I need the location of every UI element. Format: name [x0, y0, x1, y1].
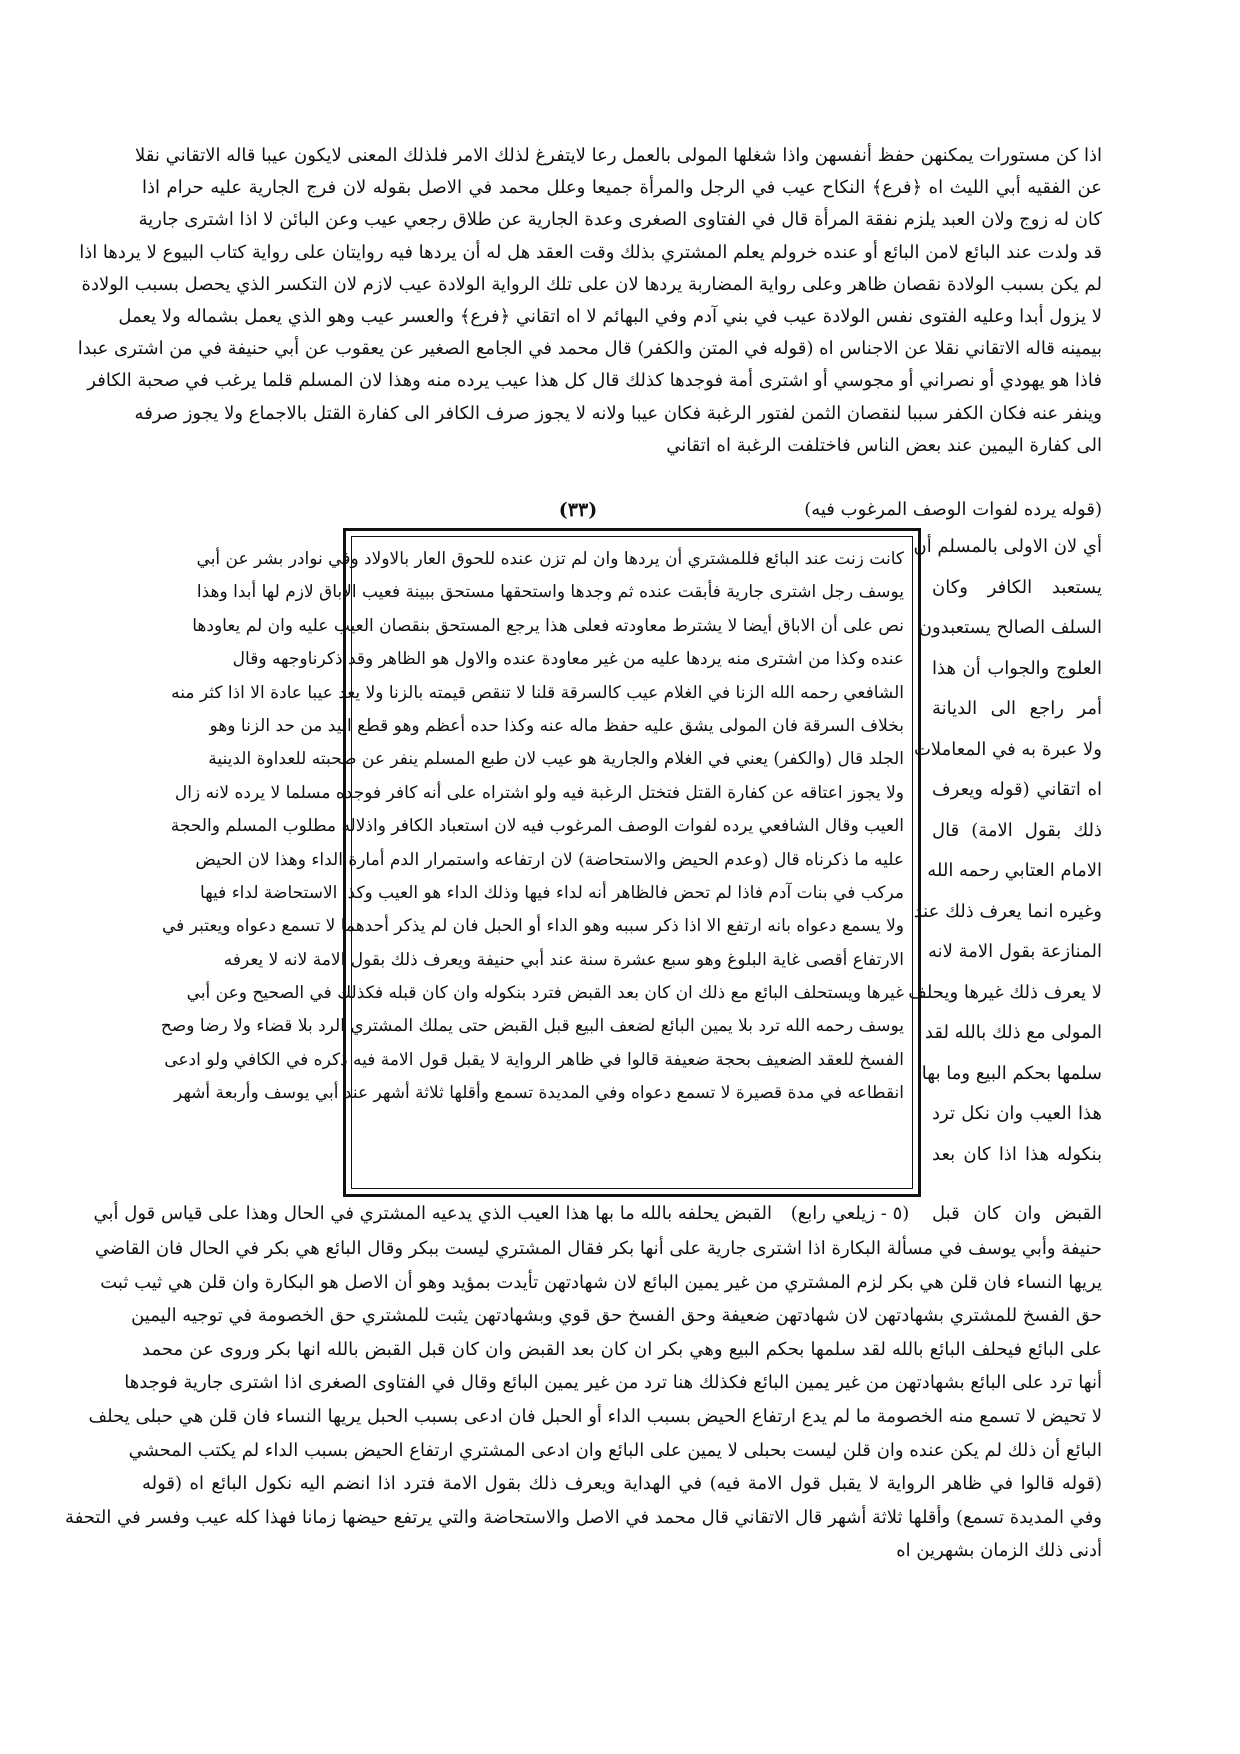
side-line: المولى مع ذلك بالله لقد	[924, 1022, 1102, 1043]
frame-line: مركب في بنات آدم فاذا لم تحض فالظاهر أنه لداء فيها وذلك الداء هو العيب وكذا الاستحاضة لداء فيها	[200, 882, 904, 903]
frame-line: الجلد قال (والكفر) يعني في الغلام والجارية هو عيب لان طبع المسلم ينفر عن صحبته للعداوة الدينية	[208, 749, 904, 770]
frame-line: العيب وقال الشافعي يرده لفوات الوصف المرغوب فيه لان استعباد الكافر واذلاله مطلوب المسلم والحجة	[170, 816, 904, 837]
frame-line: يوسف رجل اشترى جارية فأبقت عنده ثم وجدها واستحقها مستحق ببينة فعيب الاباق لازم لها أبدا وهذا	[196, 582, 904, 603]
frame-line: يوسف رحمه الله ترد بلا يمين البائع لضعف البيع قبل القبض حتى يملك المشتري الرد بلا قضاء ولا رضا وصح	[160, 1016, 904, 1037]
text-line: بيمينه قاله الاتقاني نقلا عن الاجناس اه (قوله في المتن والكفر) قال محمد في الجامع الصغير عن يعقوب عن أبي حنيفة في من اشترى عبدا	[77, 338, 1102, 360]
side-line: الامام العتابي رحمه الله	[927, 860, 1102, 881]
volume-signature: (٥ - زيلعي رابع)	[790, 1203, 910, 1224]
side-note-heading: (قوله يرده لفوات الوصف المرغوب فيه)	[804, 499, 1102, 520]
side-line: هذا العيب وان نكل ترد	[932, 1103, 1102, 1124]
frame-line: كانت زنت عند البائع فللمشتري أن يردها وان لم تزن عنده للحوق العار بالاولاد وفي نوادر بشر عن أبي	[196, 549, 904, 569]
frame-line: ولا يسمع دعواه بانه ارتفع الا اذا ذكر سببه وهو الداء أو الحبل فان لم يذكر أحدهما لا تسمع دعواه ويعتبر في	[162, 916, 904, 937]
text-line: وفي المديدة تسمع) وأقلها ثلاثة أشهر قال الاتقاني قال محمد في الاصل والاستحاضة والتي يرتفع حيضها زمانا فهذا كله عيب وفسر في التحفة	[65, 1506, 1102, 1528]
side-line: اه اتقاني (قوله ويعرف	[932, 779, 1102, 800]
frame-line: عنده وكذا من اشترى منه يردها عليه من غير معاودة عنده والاول هو الظاهر وقد ذكرناوجهه وقال	[232, 649, 904, 670]
frame-line: الشافعي رحمه الله الزنا في الغلام عيب كالسرقة قلنا لا تنقص قيمته بالزنا ولا يعد عيبا عادة الا اذا كثر منه	[171, 682, 904, 703]
text-line: أنها ترد على البائع بشهادتهن من غير يمين البائع فكذلك هنا ترد من غير يمين البائع وقال في الفتاوى الصغرى اذا اشترى جارية فوجدها	[124, 1372, 1102, 1394]
text-line: (قوله قالوا في ظاهر الرواية لا يقبل قول الامة فيه) في الهداية ويعرف ذلك بقول الامة فترد اذا انضم اليه نكول البائع اه (قوله	[142, 1473, 1102, 1495]
text-line: قد ولدت عند البائع لامن البائع أو عنده خرولم يعلم المشتري بذلك وقت العقد هل له أن يردها فيه روايتان على رواية كتاب البيوع لا يردها اذا	[79, 241, 1102, 263]
side-line: السلف الصالح يستعبدون	[918, 617, 1102, 638]
side-line: القبض وان كان قبل	[932, 1203, 1102, 1224]
side-line: بنكوله هذا اذا كان بعد	[932, 1143, 1102, 1165]
text-line: لم يكن بسبب الولادة نقصان ظاهر وعلى رواية المضاربة يردها لان على تلك الرواية الولادة عيب لازم لان التكسر الذي يحصل بسبب الولادة	[81, 273, 1102, 295]
bottom-text-block	[65, 1232, 1102, 1632]
text-line: وينفر عنه فكان الكفر سببا لنقصان الثمن لفتور الرغبة فكان عيبا ولانه لا يجوز صرف الكافر الى كفارة القتل بالاجماع ولا يجوز صرفه	[134, 402, 1102, 424]
frame-line: ولا يجوز اعتاقه عن كفارة القتل فتختل الرغبة فيه ولو اشتراه على أنه كافر فوجده مسلما لا يرده لانه زال	[174, 782, 904, 803]
main-text-frame	[160, 536, 913, 1189]
side-line: ذلك بقول الامة) قال	[932, 819, 1102, 841]
text-line: حق الفسخ للمشتري بشهادتهن لان شهادتهن ضعيفة وحق الفسخ حق قوي وبشهادتهن يثبت للمشتري حق الخصومة في توجيه اليمين	[131, 1305, 1102, 1327]
text-line: الى كفارة اليمين عند بعض الناس فاختلفت الرغبة اه اتقاني	[666, 434, 1102, 456]
top-text-block	[77, 140, 1102, 526]
side-commentary-column	[908, 527, 1102, 1199]
frame-line: الفسخ للعقد الضعيف بحجة ضعيفة قالوا في ظاهر الرواية لا يقبل قول الامة فيه ذكره في الكافي ولو ادعى	[164, 1049, 904, 1070]
text-line: كان له زوج ولان العبد يلزم نفقة المرأة قال في الفتاوى الصغرى وعدة الجارية عن طلاق رجعي عيب وعن البائن لا اذا اشترى جارية	[138, 209, 1102, 231]
text-line: حنيفة وأبي يوسف في مسألة البكارة اذا اشترى جارية على أنها بكر فقال المشتري ليست ببكر وقال البائع هي بكر في الحال فان القاضي	[94, 1238, 1102, 1259]
text-line: لا تحيض لا تسمع منه الخصومة ما لم يدع ارتفاع الحيض بسبب الداء أو الحبل فان ادعى بسبب الحبل يريها النساء فان قلن هي حبلى يحلف	[88, 1405, 1102, 1427]
frame-line: غيرها ويستحلف البائع مع ذلك ان كان بعد القبض فترد بنكوله وان كان قبله فكذلك في الصحيح وعن أبي	[186, 983, 904, 1004]
frame-line: عليه ما ذكرناه قال (وعدم الحيض والاستحاضة) لان ارتفاعه واستمرار الدم أمارة الداء وهذا لان الحيض	[195, 849, 904, 870]
side-line: لا يعرف ذلك غيرها ويحلف	[908, 981, 1102, 1003]
side-line: أي لان الاولى بالمسلم أن	[913, 536, 1102, 557]
page-number: (٣٣)	[558, 499, 598, 521]
side-line: ولا عبرة به في المعاملات	[913, 738, 1102, 760]
text-line: عن الفقيه أبي الليث اه ﴿فرع﴾ النكاح عيب في الرجل والمرأة جميعا وعلل محمد في الاصل بقوله لان فرج الجارية عليه حرام اذا	[142, 177, 1102, 199]
text-line: على البائع فيحلف البائع بالله لقد سلمها بحكم البيع وهي بكر ان كان بعد القبض وان كان قبل القبض بالله انها بكر وروى عن محمد	[142, 1338, 1102, 1360]
text-line: اذا كن مستورات يمكنهن حفظ أنفسهن واذا شغلها المولى بالعمل رعا لايتفرغ لذلك الامر فلذلك المعنى لايكون عيبا قاله الاتقاني نقلا	[135, 145, 1102, 166]
frame-line: الارتفاع أقصى غاية البلوغ وهو سبع عشرة سنة عند أبي حنيفة ويعرف ذلك بقول الامة لانه لا يعرفه	[223, 949, 904, 970]
frame-line: بخلاف السرقة فان المولى يشق عليه حفظ ماله عنه وكذا حده أعظم وهو قطع اليد من حد الزنا وهو	[209, 715, 904, 736]
text-line: يريها النساء فان قلن هي بكر لزم المشتري من غير يمين البائع لان شهادتهن تأيدت بمؤيد وهو أن الاصل هو البكارة وان قلن هي ثيب ثبت	[100, 1271, 1102, 1293]
frame-line: نص على أن الاباق أيضا لا يشترط معاودته فعلى هذا يرجع المستحق بنقصان العيب عليه وان لم يعاودها	[192, 615, 904, 636]
text-line: لا يزول أبدا وعليه الفتوى نفس الولادة عيب في بني آدم وفي البهائم لا اه اتقاني ﴿فرع﴾ والعسر عيب وهو الذي يعمل بشماله ولا يعمل	[118, 305, 1102, 327]
side-line: سلمها بحكم البيع وما بها	[921, 1062, 1102, 1084]
side-line: المنازعة بقول الامة لانه	[927, 941, 1102, 962]
text-line: القبض يحلفه بالله ما بها هذا العيب الذي يدعيه المشتري في الحال وهذا على قياس قول أبي	[93, 1203, 772, 1224]
side-line: العلوج والجواب أن هذا	[932, 657, 1102, 679]
side-line: وغيره انما يعرف ذلك عند	[913, 900, 1102, 922]
side-line: أمر راجع الى الديانة	[932, 698, 1102, 719]
side-line: يستعبد الكافر وكان	[932, 576, 1102, 598]
text-line: أدنى ذلك الزمان بشهرين اه	[896, 1540, 1102, 1562]
text-line: فاذا هو يهودي أو نصراني أو مجوسي أو اشترى أمة فوجدها كذلك قال كل هذا عيب يرده منه وهذا لان المسلم قلما يرغب في صحبة الكافر	[87, 370, 1102, 392]
frame-line: انقطاعه في مدة قصيرة لا تسمع دعواه وفي المديدة تسمع وأقلها ثلاثة أشهر عند أبي يوسف وأربعة أشهر	[173, 1083, 904, 1104]
top-right-note-block	[612, 494, 1102, 528]
text-line: البائع أن ذلك لم يكن عنده وان قلن ليست بحبلى لا يمين على البائع وان ادعى المشتري ارتفاع الحيض بسبب الداء لم يكتب المحشي	[128, 1439, 1102, 1461]
